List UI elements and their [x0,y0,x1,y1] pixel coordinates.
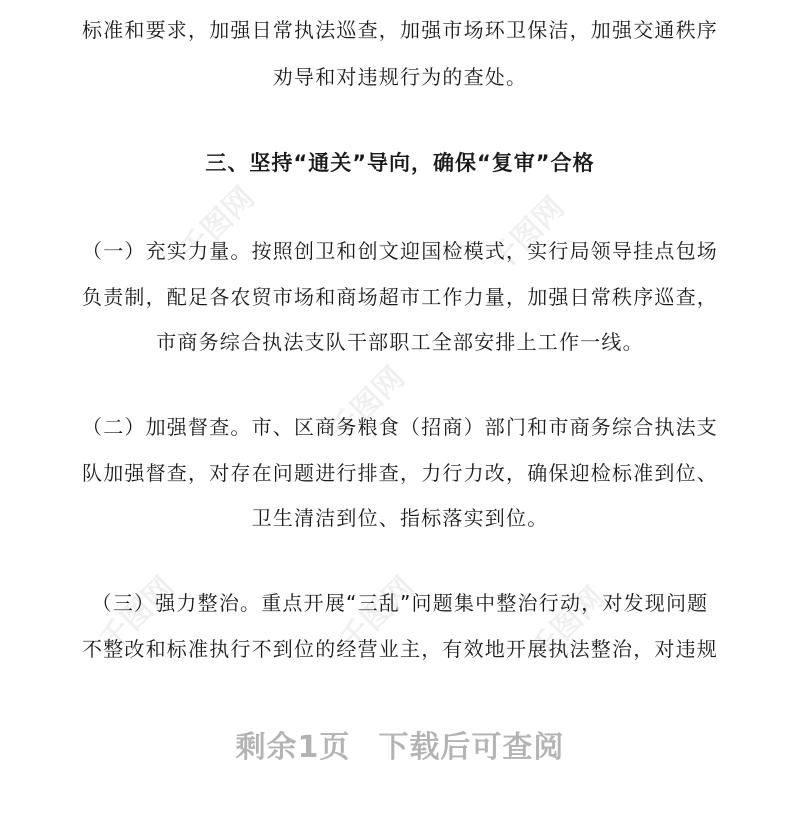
paragraph-line: 卫生清洁到位、指标落实到位。 [251,506,549,530]
remaining-pages-notice[interactable] [0,722,800,766]
watermark: 千图网 [483,190,572,279]
remaining-pages-label: 剩余1页 [235,730,351,765]
paragraph-line: 标准和要求，加强日常执法巡查，加强市场环卫保洁，加强交通秩序 [82,18,718,42]
paragraph-line: 队加强督查，对存在问题进行排查，力行力改，确保迎检标准到位、 [82,461,718,485]
paragraph-line: （三）强力整治。重点开展“三乱”问题集中整治行动，对发现问题 [91,591,709,615]
paragraph-line: （一）充实力量。按照创卫和创文迎国检模式，实行局领导挂点包场 [82,239,718,263]
watermark: 千图网 [323,360,412,449]
section-heading: 三、坚持“通关”导向，确保“复审”合格 [205,151,595,175]
watermark: 千图网 [93,570,182,659]
watermark: 千图网 [333,570,422,659]
paragraph-line: 负责制，配足各农贸市场和商场超市工作力量，加强日常秩序巡查， [82,285,718,309]
download-hint-label: 下载后可查阅 [378,730,565,765]
paragraph-line: 不整改和标准执行不到位的经营业主，有效地开展执法整治，对违规 [82,637,718,661]
paragraph-line: （二）加强督查。市、区商务粮食（招商）部门和市商务综合执法支 [82,415,718,439]
watermark: 千图网 [523,580,612,669]
paragraph-line: 劝导和对违规行为的查处。 [272,65,528,89]
paragraph-line: 市商务综合执法支队干部职工全部安排上工作一线。 [156,330,644,354]
watermark: 千图网 [173,180,262,269]
